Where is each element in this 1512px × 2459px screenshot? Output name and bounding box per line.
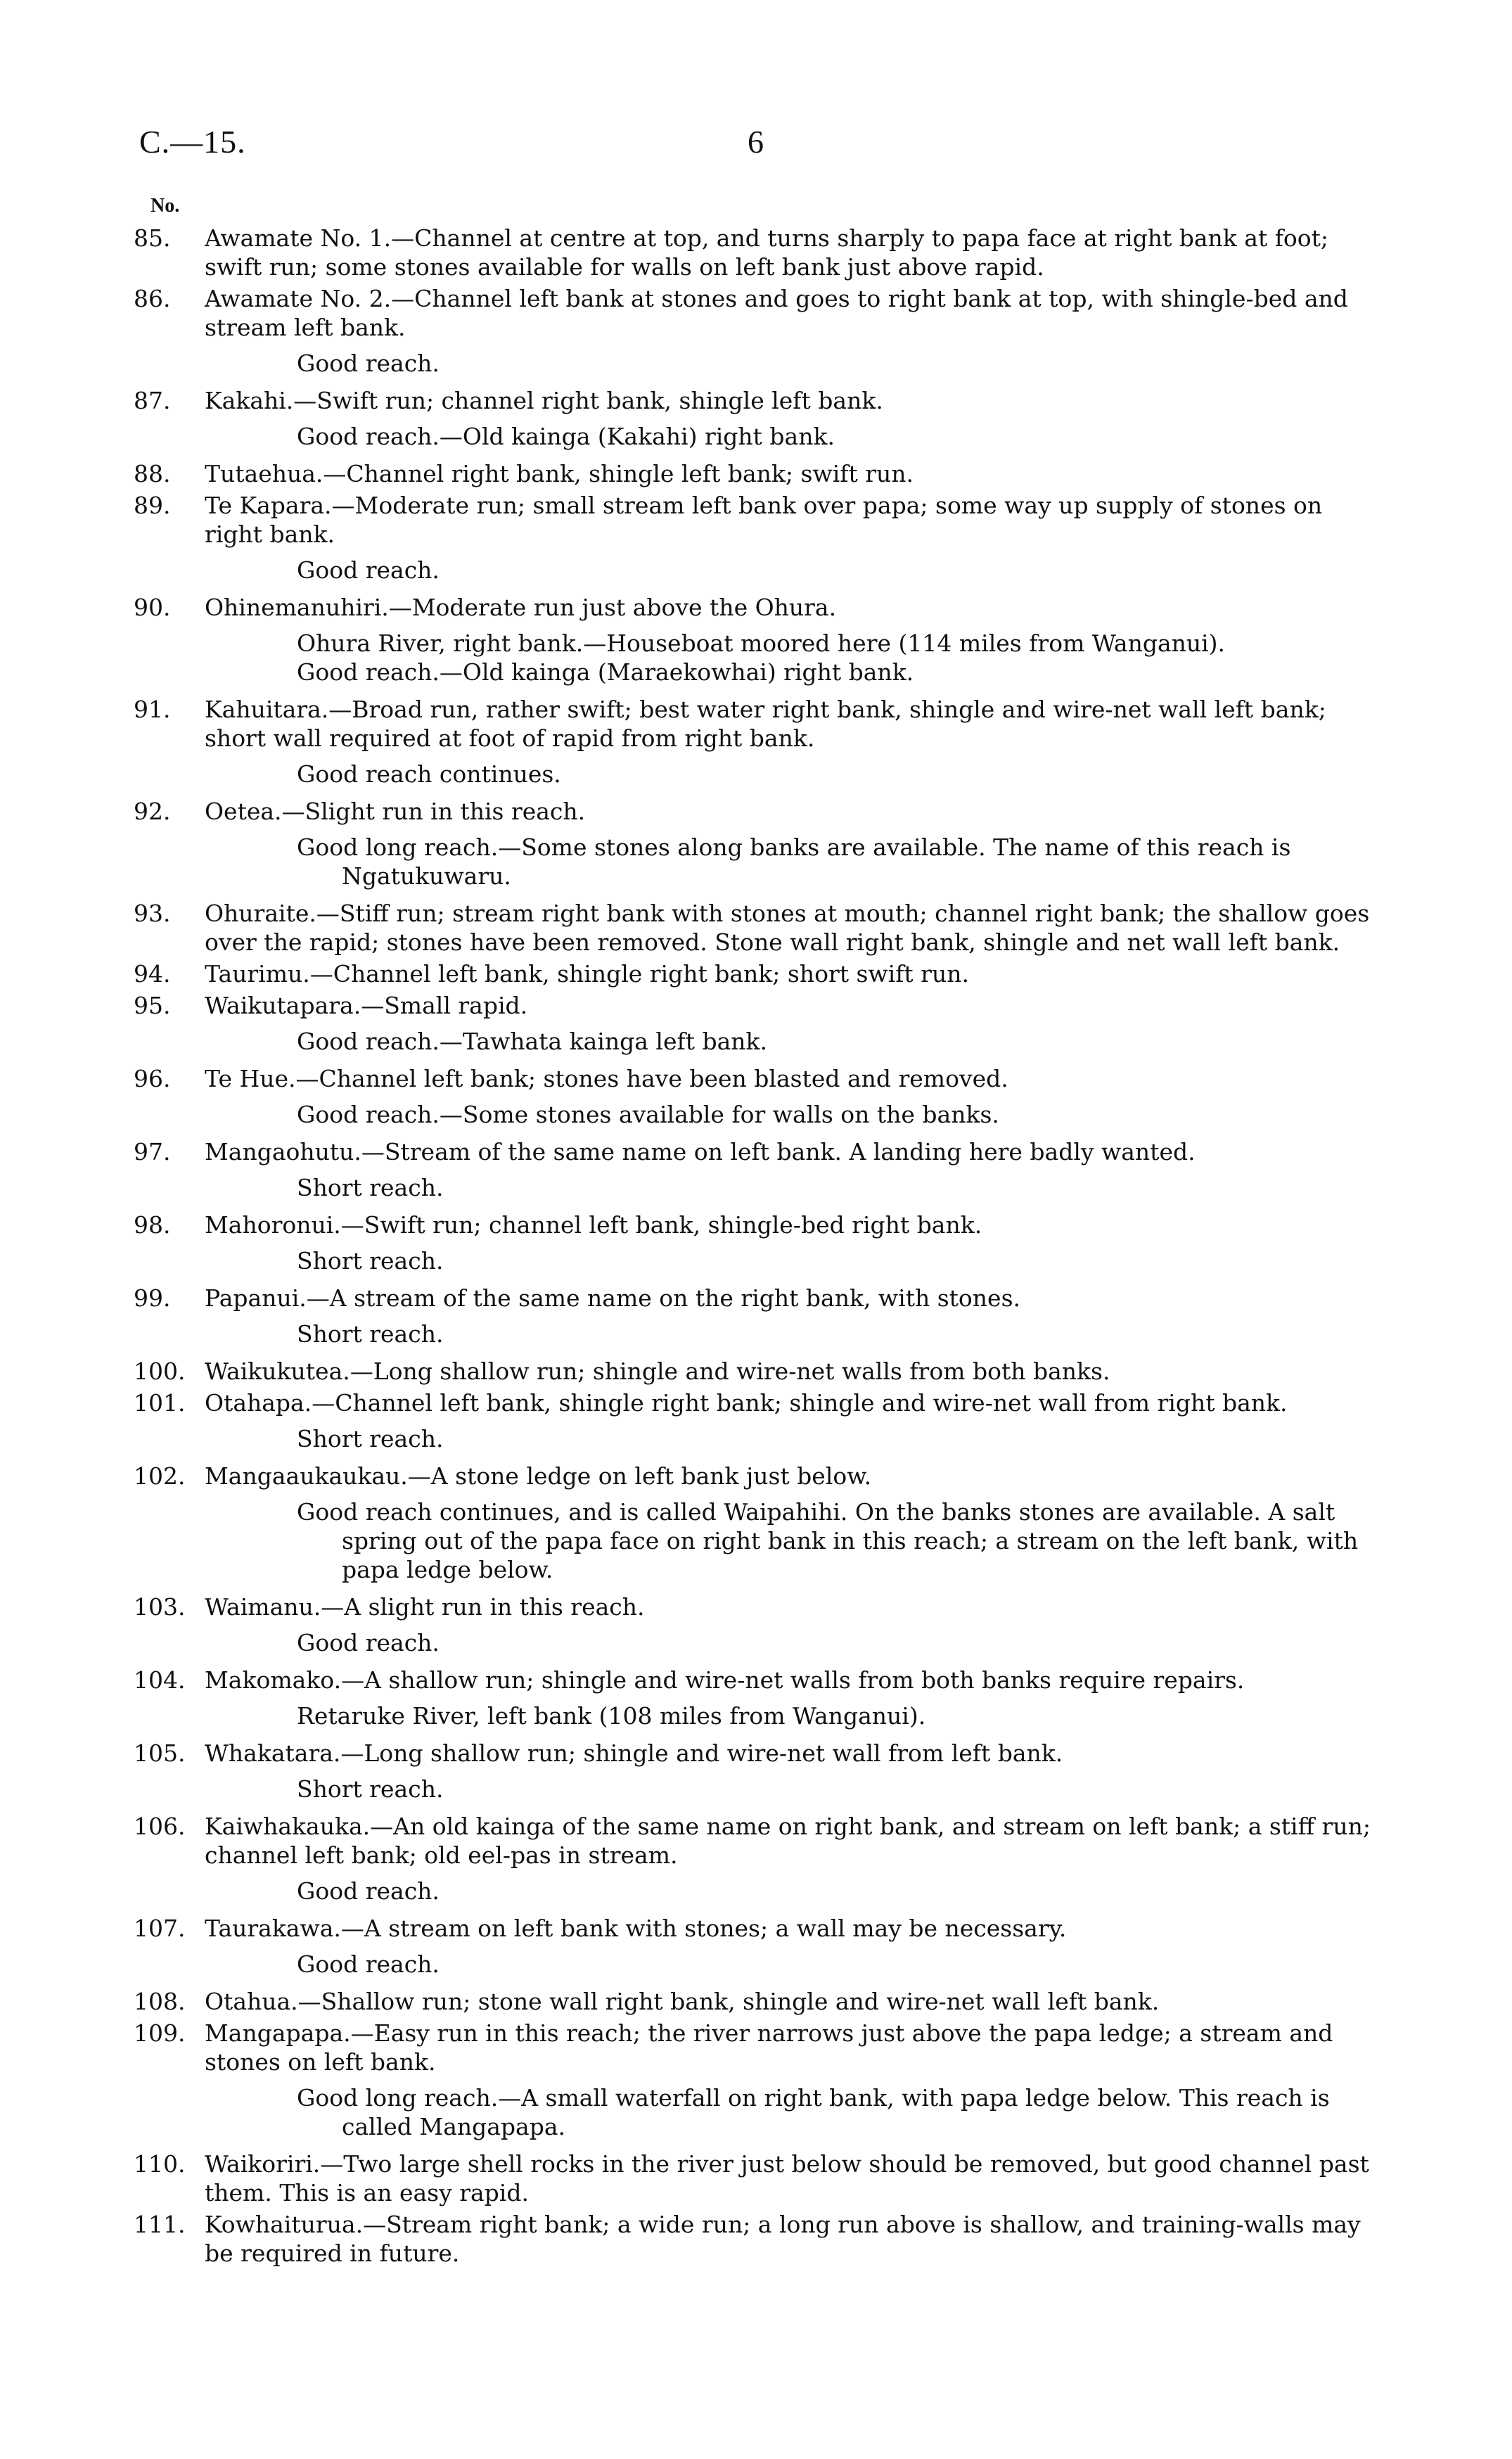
list-item (134, 1666, 1378, 1694)
entry-text: Papanui.—A stream of the same name on the right bank, with stones. (205, 1284, 1020, 1312)
entry-number: 103. (134, 1593, 186, 1621)
entry-notes (134, 1246, 1378, 1275)
entry-text: Tutaehua.—Channel right bank, shingle left bank; swift run. (205, 460, 914, 487)
entry-number: 89. (134, 492, 171, 519)
entry-text: Te Hue.—Channel left bank; stones have been blasted and removed. (205, 1065, 1008, 1092)
entry-number: 86. (134, 285, 171, 312)
entry-number: 91. (134, 696, 171, 723)
entry-note: Good reach. (297, 1877, 440, 1905)
list-item (134, 2210, 1378, 2268)
entry-text: Kaiwhakauka.—An old kainga of the same name on right bank, and stream on left bank; a stiff run; channel left bank; old eel-pas in stream. (205, 1813, 1371, 1869)
entry-note: Good reach continues, and is called Waipahihi. On the banks stones are available. A salt spring out of the papa face on right bank in this reach; a stream on the left bank, with papa ledge below. (297, 1498, 1359, 1583)
list-item (134, 1592, 1378, 1621)
entry-note: Short reach. (297, 1425, 444, 1452)
entry-note: Good reach. (297, 1629, 440, 1656)
entry-number: 95. (134, 992, 171, 1019)
entry-number: 87. (134, 387, 171, 414)
entry-note: Ohura River, right bank.—Houseboat moored here (114 miles from Wanganui). (297, 630, 1226, 657)
entry-text: Waikutapara.—Small rapid. (205, 992, 528, 1019)
entry-notes (134, 629, 1378, 686)
list-item (134, 2019, 1378, 2076)
list-item (134, 1357, 1378, 1386)
list-item (134, 1211, 1378, 1239)
entry-number: 111. (134, 2211, 186, 2238)
entry-note: Good reach.—Old kainga (Maraekowhai) right bank. (297, 658, 914, 686)
entry-notes (134, 349, 1378, 378)
entry-number: 107. (134, 1915, 186, 1942)
entry-number: 92. (134, 798, 171, 825)
entry-note: Good reach continues. (297, 760, 561, 788)
entry-notes (134, 1424, 1378, 1453)
entry-text: Otahua.—Shallow run; stone wall right bank, shingle and wire-net wall left bank. (205, 1988, 1160, 2015)
entry-number: 106. (134, 1813, 186, 1840)
entry-text: Mangapapa.—Easy run in this reach; the river narrows just above the papa ledge; a stream and stones on left bank. (205, 2019, 1333, 2076)
entry-text: Makomako.—A shallow run; shingle and wire-net walls from both banks require repairs. (205, 1666, 1245, 1694)
entry-notes (134, 1950, 1378, 1979)
list-item (134, 1064, 1378, 1093)
entry-note: Short reach. (297, 1320, 444, 1348)
entry-number: 99. (134, 1284, 171, 1312)
entry-notes (134, 760, 1378, 788)
entry-notes (134, 1877, 1378, 1905)
entry-note: Good reach. (297, 556, 440, 584)
list-item (134, 593, 1378, 622)
list-item (134, 991, 1378, 1020)
entry-note: Retaruke River, left bank (108 miles from Wanganui). (297, 1702, 926, 1730)
list-item (134, 797, 1378, 826)
entry-text: Waikukutea.—Long shallow run; shingle and wire-net walls from both banks. (205, 1358, 1110, 1385)
entry-number: 105. (134, 1739, 186, 1767)
entry-note: Good long reach.—Some stones along banks are available. The name of this reach is Ngatukuwaru. (297, 833, 1291, 890)
entry-text: Mahoronui.—Swift run; channel left bank, shingle-bed right bank. (205, 1211, 982, 1239)
entry-number: 88. (134, 460, 171, 487)
list-item (134, 224, 1378, 281)
list-item (134, 1812, 1378, 1870)
list-item (134, 899, 1378, 957)
entry-number: 98. (134, 1211, 171, 1239)
entry-number: 101. (134, 1389, 186, 1417)
entry-text: Mangaaukaukau.—A stone ledge on left bank just below. (205, 1462, 872, 1490)
entry-number: 108. (134, 1988, 186, 2015)
entry-notes (134, 2083, 1378, 2141)
entry-number: 100. (134, 1358, 186, 1385)
entry-text: Kahuitara.—Broad run, rather swift; best water right bank, shingle and wire-net wall left bank; short wall required at foot of rapid from right bank. (205, 696, 1326, 752)
entry-note: Good reach.—Tawhata kainga left bank. (297, 1028, 767, 1055)
entry-text: Te Kapara.—Moderate run; small stream left bank over papa; some way up supply of stones on right bank. (205, 492, 1323, 548)
entry-number: 93. (134, 900, 171, 927)
entry-notes (134, 833, 1378, 890)
entry-note: Short reach. (297, 1247, 444, 1275)
entry-text: Taurakawa.—A stream on left bank with stones; a wall may be necessary. (205, 1915, 1067, 1942)
list-item (134, 1137, 1378, 1166)
entry-text: Ohinemanuhiri.—Moderate run just above the Ohura. (205, 594, 837, 621)
list-item (134, 459, 1378, 488)
entry-text: Ohuraite.—Stiff run; stream right bank with stones at mouth; channel right bank; the shallow goes over the rapid; stones have been removed. Stone wall right bank, shingle and net wall left bank. (205, 900, 1370, 956)
entry-notes (134, 556, 1378, 585)
entry-notes (134, 1100, 1378, 1129)
entry-notes (134, 1320, 1378, 1348)
entry-text: Mangaohutu.—Stream of the same name on left bank. A landing here badly wanted. (205, 1138, 1196, 1165)
entry-text: Kowhaiturua.—Stream right bank; a wide run; a long run above is shallow, and training-walls may be required in future. (205, 2211, 1361, 2267)
entry-number: 94. (134, 960, 171, 988)
entry-text: Awamate No. 2.—Channel left bank at stones and goes to right bank at top, with shingle-bed and stream left bank. (205, 285, 1348, 341)
entry-number: 97. (134, 1138, 171, 1165)
entry-text: Kakahi.—Swift run; channel right bank, shingle left bank. (205, 387, 883, 414)
entry-note: Short reach. (297, 1174, 444, 1201)
entry-text: Oetea.—Slight run in this reach. (205, 798, 586, 825)
entry-text: Waimanu.—A slight run in this reach. (205, 1593, 645, 1621)
entry-text: Whakatara.—Long shallow run; shingle and wire-net wall from left bank. (205, 1739, 1063, 1767)
list-item (134, 386, 1378, 415)
list-item (134, 1914, 1378, 1943)
list-item (134, 2150, 1378, 2207)
list-item (134, 1462, 1378, 1490)
entry-notes (134, 1027, 1378, 1056)
entry-number: 104. (134, 1666, 186, 1694)
entry-list (134, 224, 1378, 2270)
entry-notes (134, 422, 1378, 451)
entry-number: 109. (134, 2019, 186, 2047)
entry-note: Good reach. (297, 1950, 440, 1978)
entry-notes (134, 1775, 1378, 1803)
entry-notes (134, 1173, 1378, 1202)
list-item (134, 1388, 1378, 1417)
list-item (134, 1739, 1378, 1768)
entry-text: Otahapa.—Channel left bank, shingle right bank; shingle and wire-net wall from right bank. (205, 1389, 1288, 1417)
page-number: 6 (748, 124, 764, 160)
list-item (134, 695, 1378, 753)
entry-notes (134, 1497, 1378, 1584)
entry-note: Good reach.—Some stones available for walls on the banks. (297, 1101, 999, 1128)
list-item (134, 959, 1378, 988)
list-item (134, 284, 1378, 342)
entry-note: Good reach. (297, 350, 440, 377)
entry-text: Taurimu.—Channel left bank, shingle right bank; short swift run. (205, 960, 969, 988)
entry-number: 85. (134, 224, 171, 252)
entry-notes (134, 1701, 1378, 1730)
entry-note: Short reach. (297, 1775, 444, 1803)
entry-note: Good reach.—Old kainga (Kakahi) right bank. (297, 423, 835, 450)
entry-note: Good long reach.—A small waterfall on right bank, with papa ledge below. This reach is called Mangapapa. (297, 2084, 1330, 2140)
entry-text: Awamate No. 1.—Channel at centre at top, and turns sharply to papa face at right bank at foot; swift run; some stones available for walls on left bank just above rapid. (205, 224, 1329, 281)
list-item (134, 1987, 1378, 2016)
entry-number: 102. (134, 1462, 186, 1490)
list-item (134, 491, 1378, 549)
column-heading: No. (150, 195, 180, 217)
entry-number: 90. (134, 594, 171, 621)
list-item (134, 1284, 1378, 1312)
entry-notes (134, 1628, 1378, 1657)
spacer (134, 2268, 1378, 2270)
document-reference: C.—15. (139, 124, 246, 160)
entry-text: Waikoriri.—Two large shell rocks in the river just below should be removed, but good channel past them. This is an easy rapid. (205, 2150, 1369, 2206)
entry-number: 96. (134, 1065, 171, 1092)
entry-number: 110. (134, 2150, 186, 2178)
